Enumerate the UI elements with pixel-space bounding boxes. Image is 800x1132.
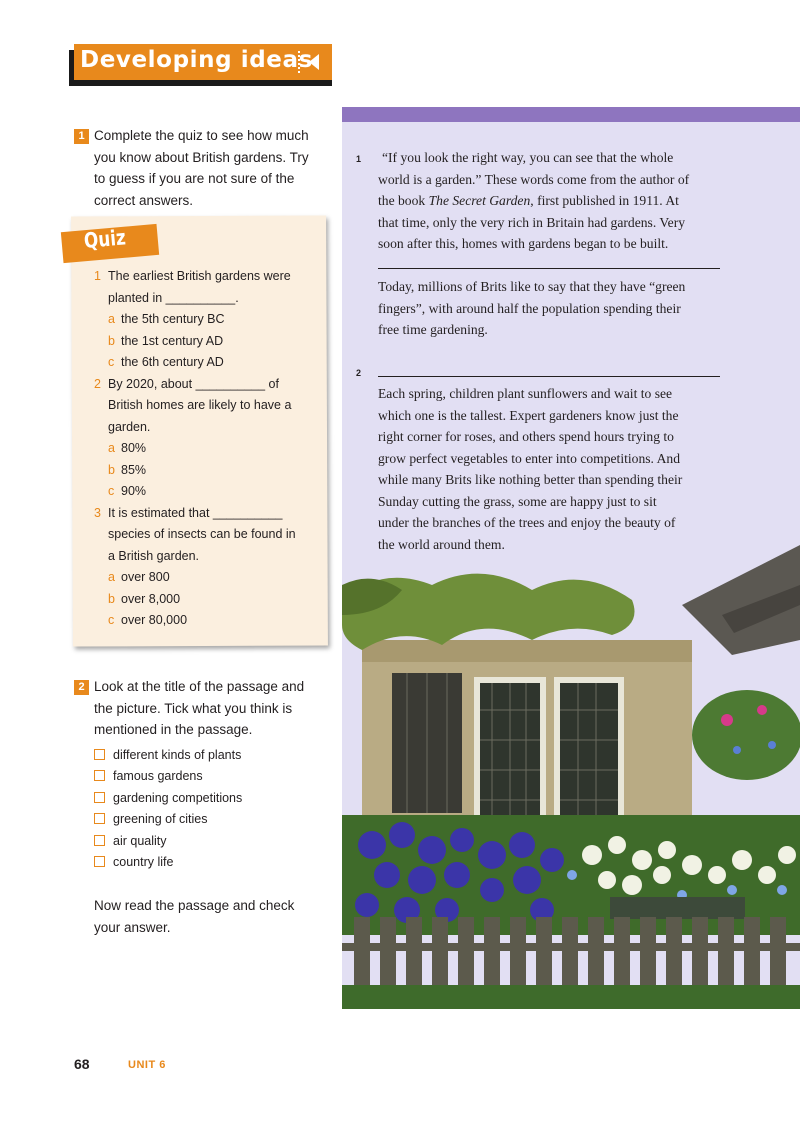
passage-line: Each spring, children plant sunflowers and wait to see [378, 386, 673, 401]
exercise-2-followup [94, 895, 294, 938]
checkbox-option[interactable]: air quality [94, 832, 167, 850]
exercise-2-instructions [94, 676, 304, 741]
instruction-line: you know about British gardens. Try [94, 149, 309, 165]
paragraph-2 [378, 383, 723, 555]
checkbox[interactable] [94, 813, 105, 824]
paragraph-2-number: 2 [356, 368, 362, 378]
quiz-question-1-cont: planted in __________. [108, 291, 239, 305]
quiz-q2-option-c[interactable]: c 90% [108, 484, 147, 498]
instruction-line: Now read the passage and check [94, 898, 295, 913]
paragraph-1 [378, 147, 723, 255]
quiz-question-2: 2 By 2020, about __________ of [94, 377, 279, 391]
header-banner [74, 44, 332, 80]
passage-line: soon after this, homes with gardens began to be built. [378, 236, 669, 251]
checkbox-option[interactable]: country life [94, 853, 173, 871]
instruction-line: your answer. [94, 919, 171, 935]
passage-line: the world around them. [378, 536, 505, 552]
quiz-q2-option-b[interactable]: b 85% [108, 463, 147, 477]
passage-line: which one is the tallest. Expert gardeners know just the [378, 407, 679, 423]
instruction-line: mentioned in the passage. [94, 722, 253, 737]
cottage-garden-photo [342, 545, 800, 1009]
passage-line: Today, millions of Brits like to say that they have “green [378, 279, 686, 294]
exercise-2-number: 2 [74, 680, 89, 695]
paragraph-1-continued [378, 276, 723, 341]
quiz-question-2-cont: garden. [108, 420, 151, 434]
quiz-q3-option-b[interactable]: b over 8,000 [108, 592, 181, 606]
passage-line: that time, only the very rich in Britain had gardens. Very [378, 214, 686, 230]
passage-line: free time gardening. [378, 322, 488, 337]
checkbox-option[interactable]: different kinds of plants [94, 746, 241, 764]
quiz-question-3: 3 It is estimated that __________ [94, 506, 283, 520]
reading-panel-header-bar [342, 107, 800, 122]
paragraph-1-number: 1 [356, 154, 362, 164]
passage-line: fingers”, with around half the population spending their [378, 300, 681, 316]
quiz-question-1: 1 The earliest British gardens were [94, 269, 291, 283]
checkbox[interactable] [94, 749, 105, 760]
quiz-question-3-cont: species of insects can be found in [108, 527, 296, 541]
quiz-q3-option-c[interactable]: c over 80,000 [108, 613, 188, 627]
quiz-q3-option-a[interactable]: a over 800 [108, 570, 170, 584]
quiz-q1-option-a[interactable]: a the 5th century BC [108, 312, 225, 326]
passage-line: world is a garden.” These words come from the author of [378, 171, 690, 187]
checkbox-option[interactable]: greening of cities [94, 810, 208, 828]
quiz-q2-option-a[interactable]: a 80% [108, 441, 147, 455]
checkbox[interactable] [94, 856, 105, 867]
hanging-basket [692, 690, 800, 780]
checkbox-option[interactable]: famous gardens [94, 767, 203, 785]
quiz-question-2-cont: British homes are likely to have a [108, 398, 292, 412]
missing-sentence-blank-1[interactable] [378, 268, 720, 269]
passage-line: under the branches of the trees and enjoy the beauty of [378, 515, 676, 530]
passage-line: Sunday cutting the grass, some are happy just to sit [378, 493, 657, 509]
passage-line: while many Brits like nothing better than spending their [378, 472, 683, 487]
quiz-q1-option-b[interactable]: b the 1st century AD [108, 334, 224, 348]
banner-separator [298, 51, 300, 73]
book-title: The Secret Garden [428, 193, 531, 208]
triangle-left-icon [309, 54, 319, 70]
checkbox[interactable] [94, 835, 105, 846]
section-title: Developing ideas [80, 47, 313, 73]
exercise-1-number: 1 [74, 129, 89, 144]
instruction-line: the picture. Tick what you think is [94, 700, 293, 716]
quiz-q1-option-c[interactable]: c the 6th century AD [108, 355, 224, 369]
checkbox-option[interactable]: gardening competitions [94, 789, 242, 807]
passage-line: the book The Secret Garden, first published in 1911. At [378, 193, 679, 208]
passage-line: grow perfect vegetables to enter into competitions. And [378, 450, 680, 466]
window-box [610, 897, 745, 919]
checkbox[interactable] [94, 792, 105, 803]
quiz-question-3-cont: a British garden. [108, 549, 200, 563]
passage-line: right corner for roses, and others spend hours trying to [378, 429, 674, 444]
instruction-line: to guess if you are not sure of the [94, 171, 295, 186]
missing-sentence-blank-2[interactable] [378, 376, 720, 377]
instruction-line: Look at the title of the passage and [94, 679, 305, 694]
page-number: 68 [74, 1056, 90, 1072]
passage-line: “If you look the right way, you can see that the whole [382, 150, 674, 165]
checkbox[interactable] [94, 770, 105, 781]
quiz-tag-label: Quiz [82, 225, 127, 253]
exercise-1-instructions [94, 125, 309, 211]
instruction-line: Complete the quiz to see how much [94, 128, 309, 143]
instruction-line: correct answers. [94, 192, 194, 208]
unit-label: UNIT 6 [128, 1059, 166, 1071]
